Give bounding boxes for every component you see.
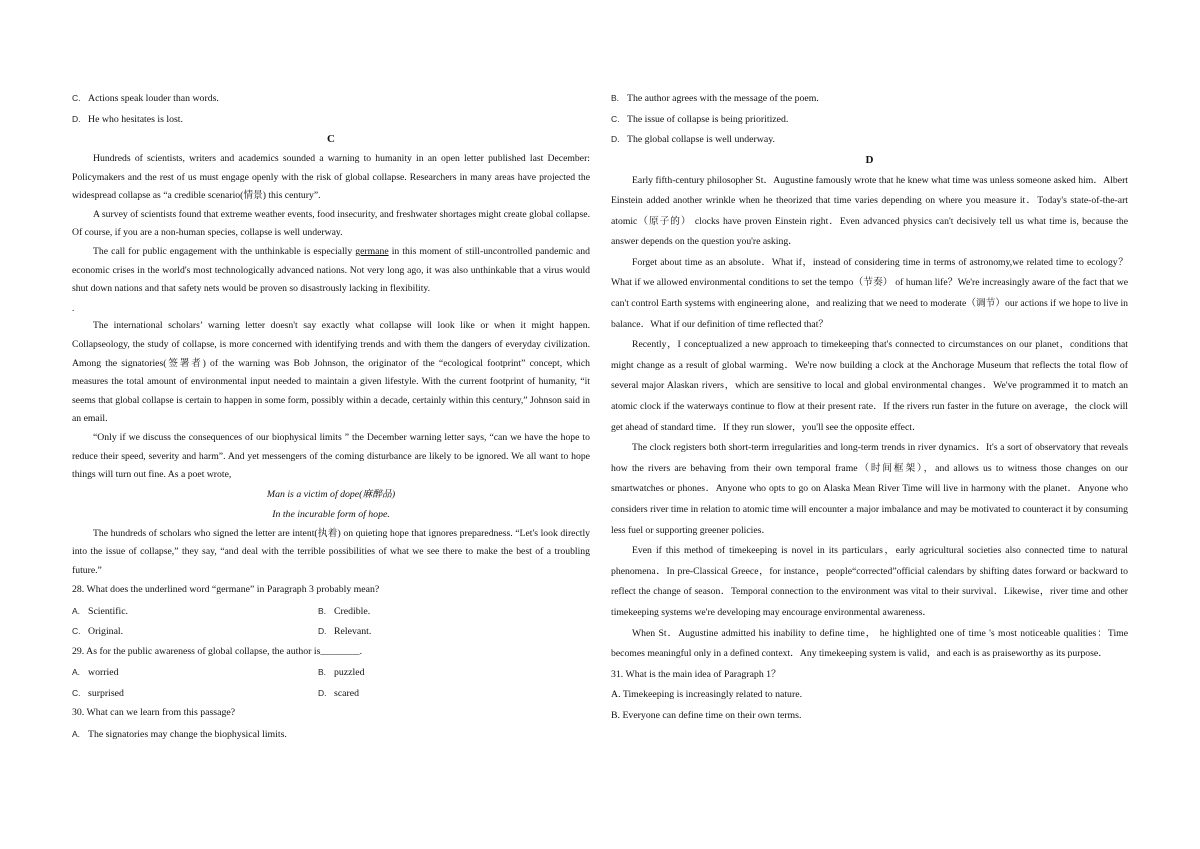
question-28-option-c[interactable]: C. Original. [72, 626, 124, 638]
question-29-option-a[interactable]: A. worried [72, 667, 119, 679]
question-31-option-b[interactable]: B. Everyone can define time on their own terms. [611, 709, 802, 721]
question-30-option-a[interactable]: A. The signatories may change the biophysical limits. [72, 728, 287, 740]
section-c-paragraph-4: The international scholars’ warning letter doesn't say exactly what collapse will look like or when it might happen. Collapseology, the study of collapse, is more concerned with identifying trends and with them the dangers of everyday civilization. Among the signatories(签署者) of the warning was Bob Johnson, the originator of the “ecological footprint” concept, which measures the total amount of environmental input needed to maintain a given lifestyle. With the current footprint of humanity, “it seems that global collapse is certain to happen in some form, possibly within a decade, certainly within this century,” Johnson said in an email. [72, 320, 590, 425]
section-d-paragraph-4: The clock registers both short-term irregularities and long-term trends in river dynamics．It's a sort of observatory that reveals how the rivers are behaving from their own temporal frame（时间框架），and allows us to witness those changes on our smartwatches or phones．Anyone who opts to go on Alaska Mean River Time will live in harmony with the planet．Anyone who considers river time in relation to atomic time will encounter a major imbalance and may be motivated to counteract it by consuming less fuel or supporting greener policies． [611, 442, 1128, 536]
section-d-paragraph-2: Forget about time as an absolute．What if，instead of considering time in terms of astronomy,we related time to ecology？What if we allowed environmental conditions to set the tempo（节奏） of human life？We're increasingly aware of the fact that we can't control Earth systems with engineering alone，and realizing that we need to moderate（调节）our actions if we hope to live in balance．What if our definition of time reflected that？ [611, 256, 1128, 330]
question-30-option-d[interactable]: D. The global collapse is well underway. [611, 134, 775, 145]
question-28: 28. What does the underlined word “germane” in Paragraph 3 probably mean? [72, 584, 380, 596]
question-28-option-a[interactable]: A. Scientific. [72, 605, 128, 617]
question-31: 31. What is the main idea of Paragraph 1？ [611, 668, 781, 680]
question-29-option-c[interactable]: C. surprised [72, 687, 124, 699]
stray-dot: . [72, 302, 75, 313]
section-c-paragraph-3: The call for public engagement with the unthinkable is especially germane in this moment of still-uncontrolled pandemic and economic crises in the world's most technologically advanced nations. Not very long ago, it was also unthinkable that a virus would shut down nations and that safety nets would be proven so disastrously lacking in flexibility. [72, 245, 590, 295]
question-28-option-b[interactable]: B. Credible. [318, 605, 371, 617]
section-d-paragraph-5: Even if this method of timekeeping is novel in its particulars，early agricultural societies also connected time to natural phenomena．In pre-Classical Greece，for instance，people“corrected”official calendars by shifting dates forward or backward to reflect the change of season．Temporal connection to the environment was vital to their survival．Likewise，river time and other timekeeping systems we're developing may encourage environmental awareness． [611, 545, 1128, 618]
question-29: 29. As for the public awareness of global collapse, the author is________. [72, 645, 363, 657]
section-d-paragraph-6: When St．Augustine admitted his inability to define time， he highlighted one of time 's most noticeable qualities：Time becomes meaningful only in a defined context．Any timekeeping system is valid，and each is as praiseworthy as its purpose． [611, 627, 1128, 660]
question-30-option-c[interactable]: C. The issue of collapse is being prioritized. [611, 113, 789, 125]
question-29-options-row-1 [72, 662, 590, 683]
section-c-paragraph-6: The hundreds of scholars who signed the letter are intent(执着) on quieting hope that ignores preparedness. “Let's look directly into the issue of collapse,” they say, “and deal with the terrible possibilities of what we see there to make the best of a troubling future.” [72, 527, 590, 576]
question-29-options-row-2 [72, 683, 590, 704]
section-c-paragraph-2: A survey of scientists found that extreme weather events, food insecurity, and freshwater shortages might create global collapse. Of course, if you are a non-human species, collapse is well underway. [72, 208, 590, 239]
question-28-option-d[interactable]: D. Relevant. [318, 626, 372, 638]
section-c-heading: C [327, 133, 335, 145]
poem-line-2: In the incurable form of hope. [272, 508, 390, 520]
question-28-options-row-1 [72, 601, 590, 622]
right-column [611, 88, 1128, 726]
option-d-previous-question: D. He who hesitates is lost. [72, 113, 183, 125]
section-c-paragraph-5: “Only if we discuss the consequences of our biophysical limits ” the December warning letter says, “can we have the hope to reduce their speed, severity and harm”. And yet messengers of the coming disturbance are likely to be ignored. We all want to hope things will turn out fine. As a poet wrote, [72, 431, 590, 481]
underlined-word-germane: germane [355, 245, 389, 257]
question-28-options-row-2 [72, 621, 590, 642]
option-c-previous-question: C. Actions speak louder than words. [72, 93, 219, 104]
left-column [72, 88, 590, 744]
section-c-paragraph-1: Hundreds of scientists, writers and academics sounded a warning to humanity in an open letter published last December: Policymakers and the rest of us must engage openly with the risk of global collapse. Researchers in many areas have projected the widespread collapse as “a credible scenario(情景) this century”. [72, 153, 590, 202]
question-29-option-d[interactable]: D. scared [318, 687, 360, 699]
poem-line-1: Man is a victim of dope(麻醉品) [266, 488, 396, 500]
section-d-paragraph-1: Early fifth-century philosopher St．Augustine famously wrote that he knew what time was unless someone asked him．Albert Einstein added another wrinkle when he theorized that time varies depending on where you measure it．Today's state-of-the-art atomic（原子的） clocks have proven Einstein right．Even advanced physics can't decisively tell us what time is, because the answer depends on the question you're asking． [611, 174, 1128, 248]
section-d-heading: D [865, 153, 874, 166]
question-31-option-a[interactable]: A. Timekeeping is increasingly related to nature. [611, 689, 803, 701]
question-30-option-b[interactable]: B. The author agrees with the message of the poem. [611, 93, 819, 104]
section-d-paragraph-3: Recently，I conceptualized a new approach to timekeeping that's connected to circumstances on our planet，conditions that might change as a result of global warming．We're now building a clock at the Anchorage Museum that reflects the total flow of several major Alaskan rivers，which are sensitive to local and global environmental changes．We've programmed it to match an atomic clock if the waterways continue to flow at their present rate．If the rivers run faster in the future on average，the clock will get ahead of standard time．If they run slower，you'll see the opposite effect． [611, 339, 1128, 433]
question-29-option-b[interactable]: B. puzzled [318, 667, 365, 679]
question-30: 30. What can we learn from this passage? [72, 707, 236, 719]
